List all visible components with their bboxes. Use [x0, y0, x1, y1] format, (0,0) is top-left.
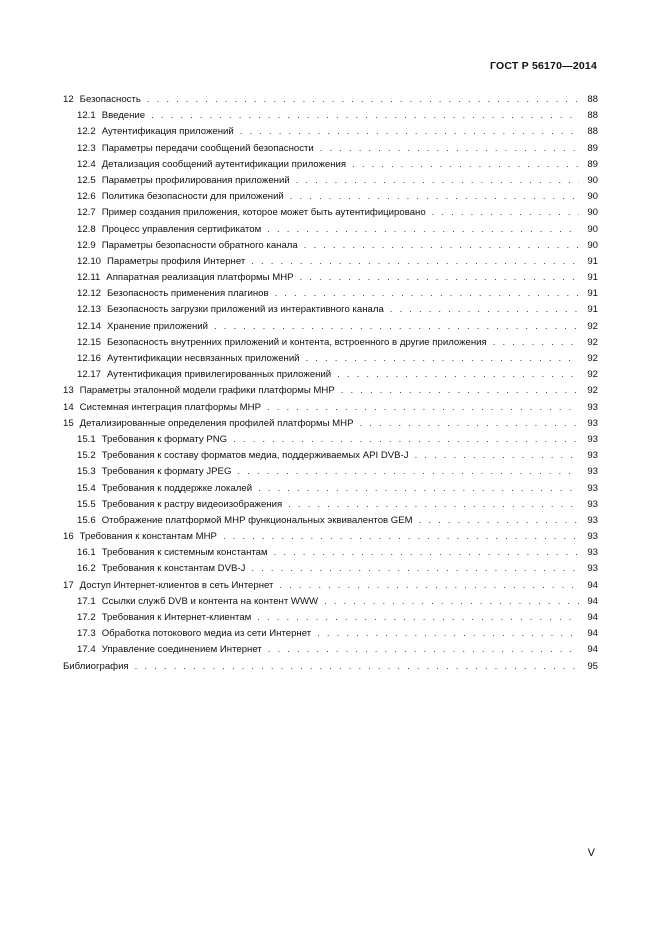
toc-leader-dots: [300, 270, 579, 286]
toc-leader-dots: [214, 319, 579, 335]
toc-entry-page: 93: [587, 466, 598, 478]
toc-entry-title: Управление соединением Интернет: [101, 644, 262, 656]
toc-entry-number: 17.2: [77, 612, 96, 623]
toc-entry[interactable]: [63, 659, 598, 675]
toc-entry-page: 93: [587, 401, 598, 413]
toc-entry-title: Процесс управления сертификатом: [101, 223, 262, 235]
toc-entry-title: Параметры профиля Интернет: [107, 255, 246, 267]
toc-entry-page: 92: [587, 320, 598, 332]
toc-entry-number: 15.6: [77, 514, 96, 526]
toc-entry[interactable]: [63, 642, 598, 658]
toc-leader-dots: [296, 173, 579, 189]
toc-entry-title: Параметры передачи сообщений безопасности: [101, 142, 314, 154]
toc-entry-page: 92: [587, 336, 598, 348]
toc-entry-page: 94: [587, 628, 598, 640]
toc-entry-title: Требования к константам DVB-J: [101, 563, 246, 575]
toc-entry[interactable]: [63, 286, 598, 302]
toc-entry-title: Аутентификации несвязанных приложений: [107, 353, 300, 364]
toc-entry-page: 89: [587, 158, 598, 170]
toc-entry[interactable]: [63, 124, 598, 140]
toc-entry-title: Введение: [101, 110, 146, 122]
toc-entry-title: Безопасность внутренних приложений и контента, встроенного в другие приложения: [107, 336, 487, 348]
toc-leader-dots: [324, 594, 579, 610]
toc-leader-dots: [290, 189, 579, 205]
toc-entry-title: Отображение платформой МНР функциональных эквивалентов GEM: [101, 514, 413, 526]
toc-entry[interactable]: [63, 561, 598, 577]
toc-entry-number: 12.3: [77, 142, 96, 154]
toc-entry-title: Требования к системным константам: [101, 547, 268, 559]
toc-entry-number: 12.4: [77, 158, 96, 170]
toc-entry-number: 12.14: [77, 320, 102, 332]
toc-entry[interactable]: [63, 513, 598, 529]
toc-entry-title: Безопасность загрузки приложений из интерактивного канала: [107, 304, 384, 316]
toc-entry-title: Политика безопасности для приложений: [101, 191, 284, 203]
toc-entry-number: 12: [63, 94, 74, 105]
toc-entry-page: 94: [587, 595, 598, 607]
toc-leader-dots: [279, 578, 579, 594]
toc-entry[interactable]: [63, 578, 598, 594]
toc-entry-page: 93: [587, 547, 598, 559]
toc-entry[interactable]: [63, 464, 598, 480]
toc-entry-page: 93: [587, 514, 598, 526]
toc-entry-page: 93: [587, 417, 598, 429]
toc-entry-page: 92: [587, 385, 598, 397]
toc-entry-number: 17.3: [77, 628, 96, 640]
toc-entry-title: Детализированные определения профилей платформы МНР: [79, 417, 354, 429]
toc-entry-page: 88: [587, 110, 598, 122]
toc-entry-page: 93: [587, 498, 598, 510]
toc-entry[interactable]: [63, 610, 598, 626]
toc-entry-title: Детализация сообщений аутентификации приложения: [101, 158, 347, 170]
toc-leader-dots: [432, 205, 579, 221]
toc-entry-title: Требования к формату JPEG: [101, 466, 232, 478]
toc-entry-page: 92: [587, 369, 598, 381]
toc-leader-dots: [419, 513, 579, 529]
toc-entry[interactable]: [63, 157, 598, 173]
toc-entry-title: Аутентификация приложений: [101, 126, 234, 138]
toc-entry-number: 12.10: [77, 255, 102, 267]
toc-leader-dots: [288, 497, 579, 513]
toc-entry-title: Библиография: [63, 660, 129, 672]
toc-leader-dots: [147, 92, 579, 108]
toc-leader-dots: [135, 659, 579, 675]
toc-leader-dots: [223, 529, 579, 545]
toc-entry-page: 88: [587, 94, 598, 105]
toc-entry[interactable]: [63, 189, 598, 205]
toc-leader-dots: [268, 642, 579, 658]
toc-entry[interactable]: [63, 335, 598, 351]
toc-entry-title: Системная интеграция платформы МНР: [79, 401, 261, 413]
toc-entry-number: 15.3: [77, 466, 96, 478]
toc-leader-dots: [415, 448, 579, 464]
toc-entry-title: Ссылки служб DVB и контента на контент WWW: [101, 595, 319, 607]
toc-entry-page: 93: [587, 450, 598, 462]
toc-entry-title: Аппаратная реализация платформы МНР: [106, 272, 294, 284]
toc-leader-dots: [317, 626, 579, 642]
toc-entry-page: 94: [587, 644, 598, 656]
toc-entry[interactable]: [63, 448, 598, 464]
toc-leader-dots: [275, 286, 579, 302]
toc-entry-title: Параметры эталонной модели графики платформы МНР: [79, 385, 335, 397]
toc-entry-page: 90: [587, 207, 598, 219]
toc-entry[interactable]: [63, 238, 598, 254]
toc-entry-number: 12.1: [77, 110, 96, 122]
toc-leader-dots: [306, 351, 579, 367]
toc-entry-number: 12.8: [77, 223, 96, 235]
toc-leader-dots: [267, 400, 579, 416]
toc-entry-page: 90: [587, 174, 598, 186]
toc-entry-title: Обработка потокового медиа из сети Интернет: [101, 628, 312, 640]
toc-entry-page: 88: [587, 126, 598, 138]
toc-leader-dots: [237, 464, 579, 480]
toc-entry-number: 12.7: [77, 207, 96, 219]
toc-entry-number: 12.12: [77, 288, 102, 300]
toc-entry-number: 17: [63, 579, 74, 591]
toc-leader-dots: [304, 238, 579, 254]
toc-entry-number: 15.4: [77, 482, 96, 494]
toc-leader-dots: [341, 383, 579, 399]
toc-entry[interactable]: [63, 173, 598, 189]
toc-entry-title: Безопасность применения плагинов: [107, 288, 269, 300]
toc-entry-title: Требования к растру видеоизображения: [101, 498, 283, 510]
toc-leader-dots: [267, 222, 579, 238]
toc-entry-page: 91: [587, 304, 598, 316]
toc-leader-dots: [390, 302, 579, 318]
page-folio: V: [587, 847, 595, 859]
toc-entry-page: 91: [587, 272, 598, 284]
toc-entry[interactable]: [63, 626, 598, 642]
toc-leader-dots: [240, 124, 579, 140]
toc-entry-number: 14: [63, 401, 74, 413]
toc-entry[interactable]: [63, 141, 598, 157]
toc-entry-number: 12.9: [77, 239, 96, 251]
toc-entry-number: 15.5: [77, 498, 96, 510]
toc-entry-number: 15.2: [77, 450, 96, 462]
toc-entry[interactable]: [63, 222, 598, 238]
toc-entry-page: 91: [587, 255, 598, 267]
toc-entry-page: 94: [587, 612, 598, 623]
toc-entry-page: 91: [587, 288, 598, 300]
toc-entry[interactable]: [63, 416, 598, 432]
toc-entry-number: 17.1: [77, 595, 96, 607]
toc-entry-page: 93: [587, 531, 598, 543]
toc-entry-title: Параметры профилирования приложений: [101, 174, 290, 186]
toc-entry-page: 93: [587, 433, 598, 445]
toc-leader-dots: [251, 561, 579, 577]
toc-entry-page: 93: [587, 563, 598, 575]
document-header: ГОСТ Р 56170—2014: [489, 60, 597, 72]
toc-entry-number: 12.11: [77, 272, 101, 284]
toc-entry[interactable]: [63, 594, 598, 610]
toc-entry-title: Доступ Интернет-клиентов в сеть Интернет: [79, 579, 274, 591]
toc-entry[interactable]: [63, 254, 598, 270]
toc-entry-title: Аутентификация привилегированных приложений: [107, 369, 332, 381]
toc-entry-title: Требования к Интернет-клиентам: [101, 612, 252, 623]
toc-entry-number: 12.13: [77, 304, 102, 316]
toc-entry-number: 12.2: [77, 126, 96, 138]
toc-entry-number: 12.6: [77, 191, 96, 203]
toc-entry-title: Требования к поддержке локалей: [101, 482, 253, 494]
toc-leader-dots: [258, 481, 579, 497]
toc-leader-dots: [493, 335, 579, 351]
toc-leader-dots: [337, 367, 579, 383]
toc-entry-number: 16: [63, 531, 74, 543]
toc-entry-page: 92: [587, 353, 598, 364]
toc-entry-page: 90: [587, 239, 598, 251]
toc-entry[interactable]: [63, 205, 598, 221]
toc-entry[interactable]: [63, 432, 598, 448]
toc-entry[interactable]: [63, 481, 598, 497]
toc-entry-title: Требования к формату PNG: [101, 433, 228, 445]
toc-entry[interactable]: [63, 92, 598, 108]
toc-leader-dots: [251, 254, 579, 270]
toc-entry-number: 13: [63, 385, 74, 397]
toc-entry-page: 93: [587, 482, 598, 494]
toc-entry[interactable]: [63, 497, 598, 513]
toc-leader-dots: [233, 432, 579, 448]
toc-entry[interactable]: [63, 367, 598, 383]
toc-entry-title: Требования к константам МНР: [79, 531, 217, 543]
toc-entry-page: 90: [587, 191, 598, 203]
toc-entry[interactable]: [63, 383, 598, 399]
toc-entry[interactable]: [63, 529, 598, 545]
toc-leader-dots: [360, 416, 580, 432]
toc-entry-number: 12.5: [77, 174, 96, 186]
toc-entry-page: 89: [587, 142, 598, 154]
toc-entry-number: 12.15: [77, 336, 102, 348]
toc-entry-page: 94: [587, 579, 598, 591]
toc-entry[interactable]: [63, 270, 598, 286]
toc-entry-title: Требования к составу форматов медиа, поддерживаемых API DVB-J: [101, 450, 409, 462]
toc-entry[interactable]: [63, 545, 598, 561]
toc-entry-page: 95: [587, 660, 598, 672]
toc-entry[interactable]: [63, 351, 598, 367]
toc-leader-dots: [320, 141, 579, 157]
toc-entry-number: 15: [63, 417, 74, 429]
toc-leader-dots: [151, 108, 579, 124]
toc-entry[interactable]: [63, 302, 598, 318]
toc-leader-dots: [257, 610, 579, 626]
toc-leader-dots: [274, 545, 579, 561]
toc-entry-title: Пример создания приложения, которое может быть аутентифицировано: [101, 207, 426, 219]
toc-entry[interactable]: [63, 400, 598, 416]
toc-entry-page: 90: [587, 223, 598, 235]
toc-entry-title: Хранение приложений: [107, 320, 208, 332]
toc-entry-number: 16.1: [77, 547, 96, 559]
toc-entry-number: 15.1: [77, 433, 96, 445]
toc-entry-title: Параметры безопасности обратного канала: [101, 239, 298, 251]
toc-entry-number: 16.2: [77, 563, 96, 575]
toc-entry[interactable]: [63, 108, 598, 124]
toc-entry-number: 17.4: [77, 644, 96, 656]
toc-entry-title: Безопасность: [79, 94, 141, 105]
toc-leader-dots: [352, 157, 579, 173]
toc-entry-number: 12.16: [77, 353, 102, 364]
table-of-contents: [63, 92, 598, 675]
toc-entry[interactable]: [63, 319, 598, 335]
toc-entry-number: 12.17: [77, 369, 102, 381]
